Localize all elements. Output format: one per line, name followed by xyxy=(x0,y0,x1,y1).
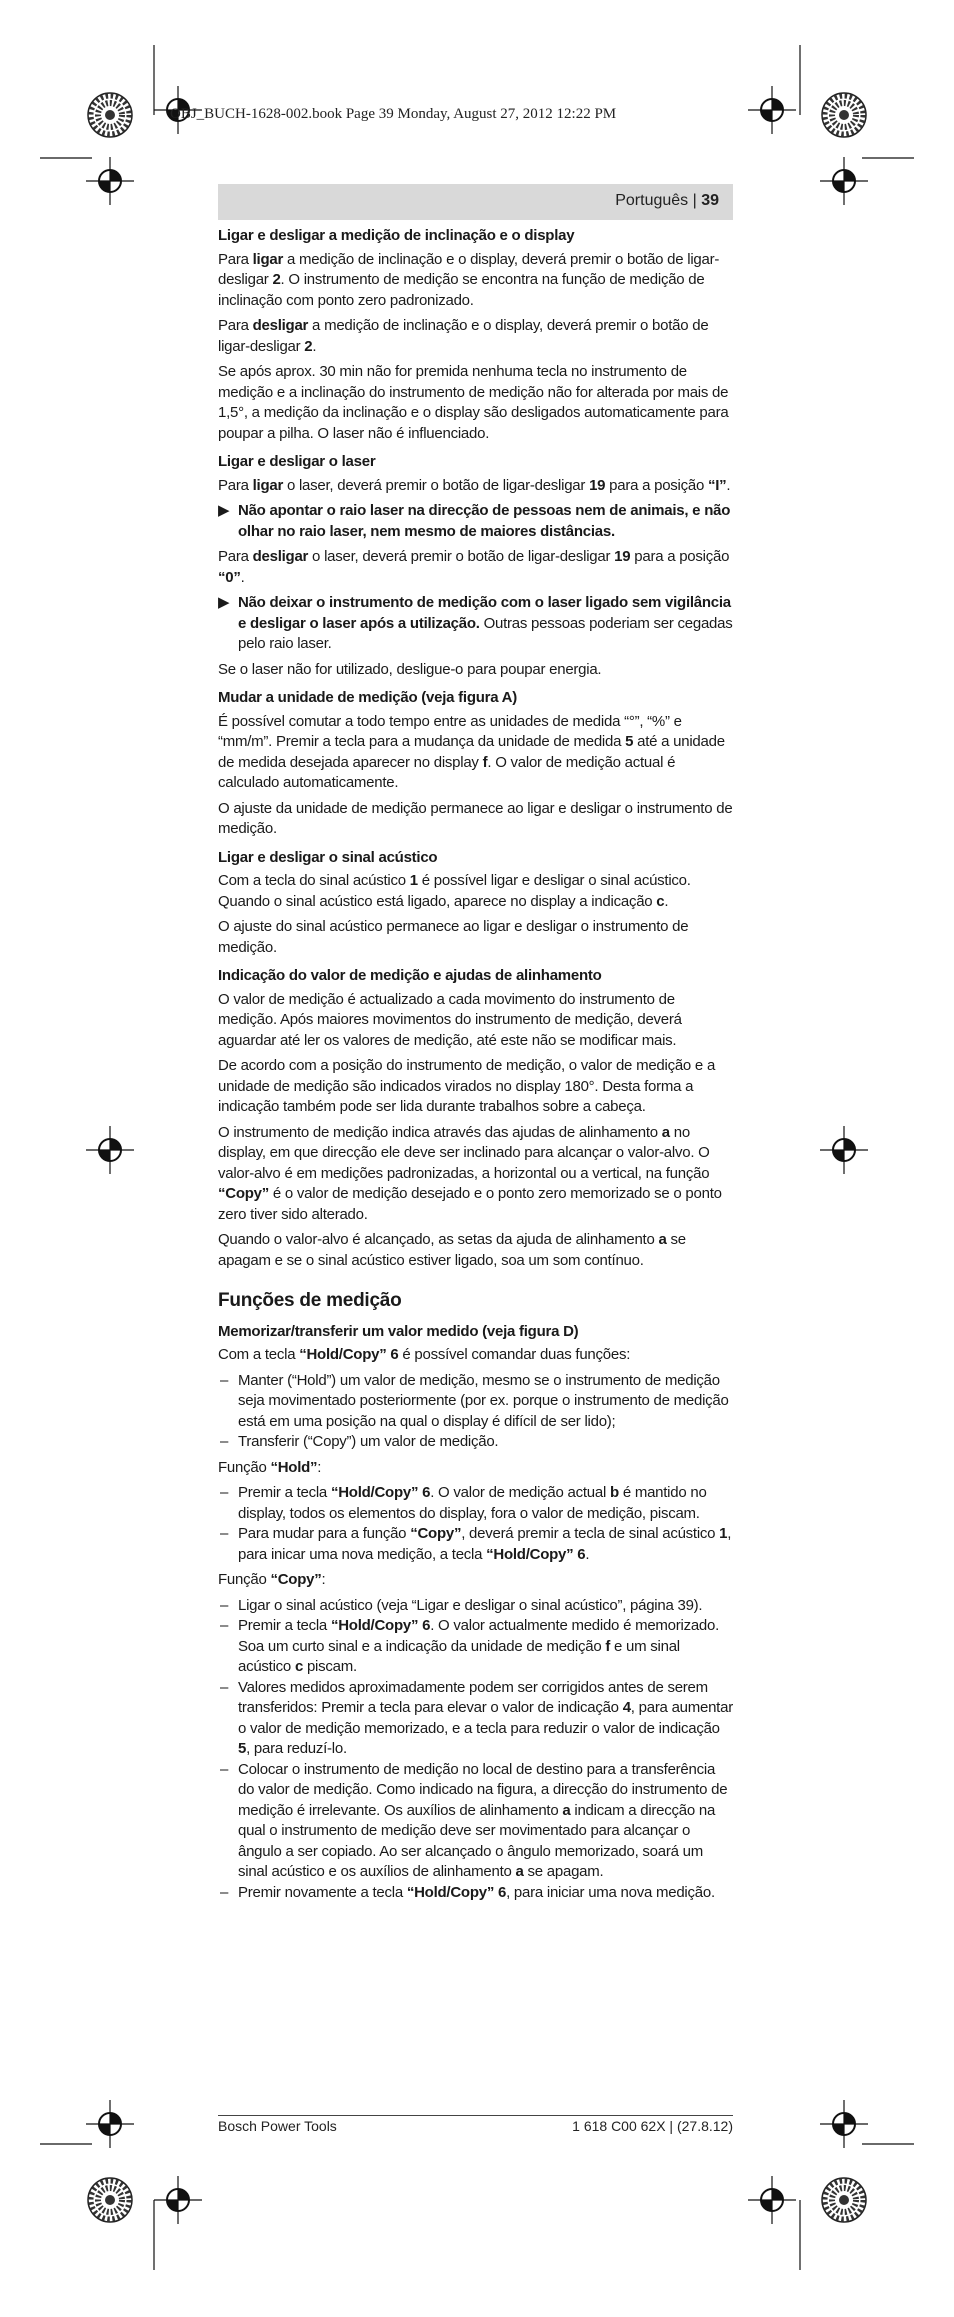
list-item: – Premir novamente a tecla “Hold/Copy” 6, para iniciar uma nova medição. xyxy=(220,1883,715,1901)
list-item: – Premir a tecla “Hold/Copy” 6. O valor actualmente medido é memorizado. Soa um curto sinal e a indicação da unidade de medição f e um sinal acústico c piscam. xyxy=(220,1617,720,1675)
list-item: – Manter (“Hold”) um valor de medição, mesmo se o instrumento de medição seja movimentado posteriormente (por ex. porque o instrumento de medição está em uma posição na qual o display é difícil de ser lido); xyxy=(220,1371,729,1430)
paragraph: O ajuste da unidade de medição permanece ao ligar e desligar o instrumento de medição. xyxy=(218,799,733,837)
section-heading: Indicação do valor de medição e ajudas de alinhamento xyxy=(218,967,602,984)
section-heading: Memorizar/transferir um valor medido (veja figura D) xyxy=(218,1322,579,1340)
paragraph: Se após aprox. 30 min não for premida nenhuma tecla no instrumento de medição e a inclinação do instrumento de medição não for alterada por mais de 1,5°, a medição da inclinação e o display são desligados automaticamente para poupar a pilha. O laser não é influenciado. xyxy=(218,363,729,442)
footer-rule xyxy=(218,2115,733,2116)
registration-mark-icon xyxy=(86,157,134,205)
triangle-bullet-icon: ▶ xyxy=(218,502,230,519)
section-heading: Mudar a unidade de medição (veja figura A) xyxy=(218,689,518,706)
safety-warning: ▶ Não deixar o instrumento de medição com o laser ligado sem vigilância e desligar o laser após a utilização. Outras pessoas poderiam ser cegadas pelo raio laser. xyxy=(218,594,733,652)
paragraph: Para ligar o laser, deverá premir o botão de ligar-desligar 19 para a posição “I”. xyxy=(218,476,731,494)
registration-mark-icon xyxy=(154,2176,202,2224)
section-heading: Ligar e desligar o sinal acústico xyxy=(218,848,438,866)
paragraph: Função “Hold”: xyxy=(218,1458,322,1476)
page-body xyxy=(218,226,733,1903)
registration-mark-icon xyxy=(820,1126,868,1174)
header-language: Português xyxy=(615,192,689,209)
paragraph: Com a tecla do sinal acústico 1 é possível ligar e desligar o sinal acústico. Quando o sinal acústico está ligado, aparece no display a indicação c. xyxy=(218,872,691,910)
starburst-target-icon xyxy=(88,93,132,137)
page-number: 39 xyxy=(701,192,719,209)
section-heading: Ligar e desligar o laser xyxy=(218,453,376,470)
paragraph: É possível comutar a todo tempo entre as unidades de medida “°”, “%” e “mm/m”. Premir a tecla para a mudança da unidade de medida 5 até a unidade de medida desejada aparecer no display f. O valor de medição actual é calculado automaticamente. xyxy=(218,712,725,791)
paragraph: Se o laser não for utilizado, desligue-o para poupar energia. xyxy=(218,660,602,678)
list-item: – Premir a tecla “Hold/Copy” 6. O valor de medição actual b é mantido no display, todos os elementos do display, fora o valor de medição, piscam. xyxy=(220,1484,707,1522)
paragraph: Para desligar a medição de inclinação e o display, deverá premir o botão de ligar-desligar 2. xyxy=(218,317,709,355)
list-item: – Ligar o sinal acústico (veja “Ligar e desligar o sinal acústico”, página 39). xyxy=(220,1596,703,1614)
paragraph: Quando o valor-alvo é alcançado, as setas da ajuda de alinhamento a se apagam e se o sinal acústico estiver ligado, soa um som contínuo. xyxy=(218,1231,686,1269)
starburst-target-icon xyxy=(822,2178,866,2222)
safety-warning: ▶ Não apontar o raio laser na direcção de pessoas nem de animais, e não olhar no raio laser, nem mesmo de maiores distâncias. xyxy=(218,502,731,540)
registration-mark-icon xyxy=(820,157,868,205)
registration-mark-icon xyxy=(748,2176,796,2224)
paragraph: Para desligar o laser, deverá premir o botão de ligar-desligar 19 para a posição “0”. xyxy=(218,548,730,586)
paragraph: O instrumento de medição indica através das ajudas de alinhamento a no display, em que direcção ele deve ser inclinado para alcançar o valor-alvo. O valor-alvo é em medições padronizadas, a horizontal ou a vertical, na função “Copy” é o valor de medição desejado e o ponto zero memorizado se o ponto zero tiver sido alterado. xyxy=(218,1123,722,1223)
list-item: – Para mudar para a função “Copy”, deverá premir a tecla de sinal acústico 1, para inicar uma nova medição, a tecla “Hold/Copy” 6. xyxy=(220,1525,732,1563)
list-item: – Colocar o instrumento de medição no local de destino para a transferência do valor de medição. Como indicado na figura, a direcção do instrumento de medição é irrelevante. Os auxílios de alinhamento a indicam a direcção na qual o instrumento de medição deve ser movimentado para alcançar o ângulo a ser copiado. Ao ser alcançado o ângulo memorizado, soará um sinal acústico e os auxílios de alinhamento a se apagam. xyxy=(220,1760,728,1880)
registration-mark-icon xyxy=(820,2100,868,2148)
starburst-target-icon xyxy=(88,2178,132,2222)
paragraph: O valor de medição é actualizado a cada movimento do instrumento de medição. Após maiores movimentos do instrumento de medição, deverá aguardar até ler os valores de medição, até este não se modificar mais. xyxy=(218,990,682,1049)
file-slug-line: OBJ_BUCH-1628-002.book Page 39 Monday, August 27, 2012 12:22 PM xyxy=(170,106,617,122)
paragraph: Com a tecla “Hold/Copy” 6 é possível comandar duas funções: xyxy=(218,1346,631,1363)
starburst-target-icon xyxy=(822,93,866,137)
paragraph: Para ligar a medição de inclinação e o display, deverá premir o botão de ligar-desligar 2. O instrumento de medição se encontra na função de medição de inclinação com ponto zero padronizado. xyxy=(218,250,720,309)
paragraph: De acordo com a posição do instrumento de medição, o valor de medição e a unidade de medição são indicados virados no display 180°. Desta forma a indicação também pode ser lida durante trabalhos sobre a cabeça. xyxy=(218,1057,716,1115)
registration-mark-icon xyxy=(86,1126,134,1174)
registration-mark-icon xyxy=(86,2100,134,2148)
triangle-bullet-icon: ▶ xyxy=(218,594,230,611)
paragraph: O ajuste do sinal acústico permanece ao ligar e desligar o instrumento de medição. xyxy=(218,918,689,956)
chapter-heading: Funções de medição xyxy=(218,1290,402,1311)
section-heading: Ligar e desligar a medição de inclinação e o display xyxy=(218,227,575,244)
paragraph: Função “Copy”: xyxy=(218,1571,326,1588)
footer-doc-number: 1 618 C00 62X | (27.8.12) xyxy=(572,2118,733,2134)
footer-brand: Bosch Power Tools xyxy=(218,2118,337,2134)
list-item: – Valores medidos aproximadamente podem ser corrigidos antes de serem transferidos: Premir a tecla para elevar o valor de indicação 4, para aumentar o valor de medição memorizado, e a tecla para reduzir o valor de indicação 5, para reduzí-lo. xyxy=(220,1678,733,1757)
registration-mark-icon xyxy=(748,86,796,134)
running-header: Português | 39 xyxy=(218,184,733,220)
list-item: – Transferir (“Copy”) um valor de medição. xyxy=(220,1433,499,1450)
